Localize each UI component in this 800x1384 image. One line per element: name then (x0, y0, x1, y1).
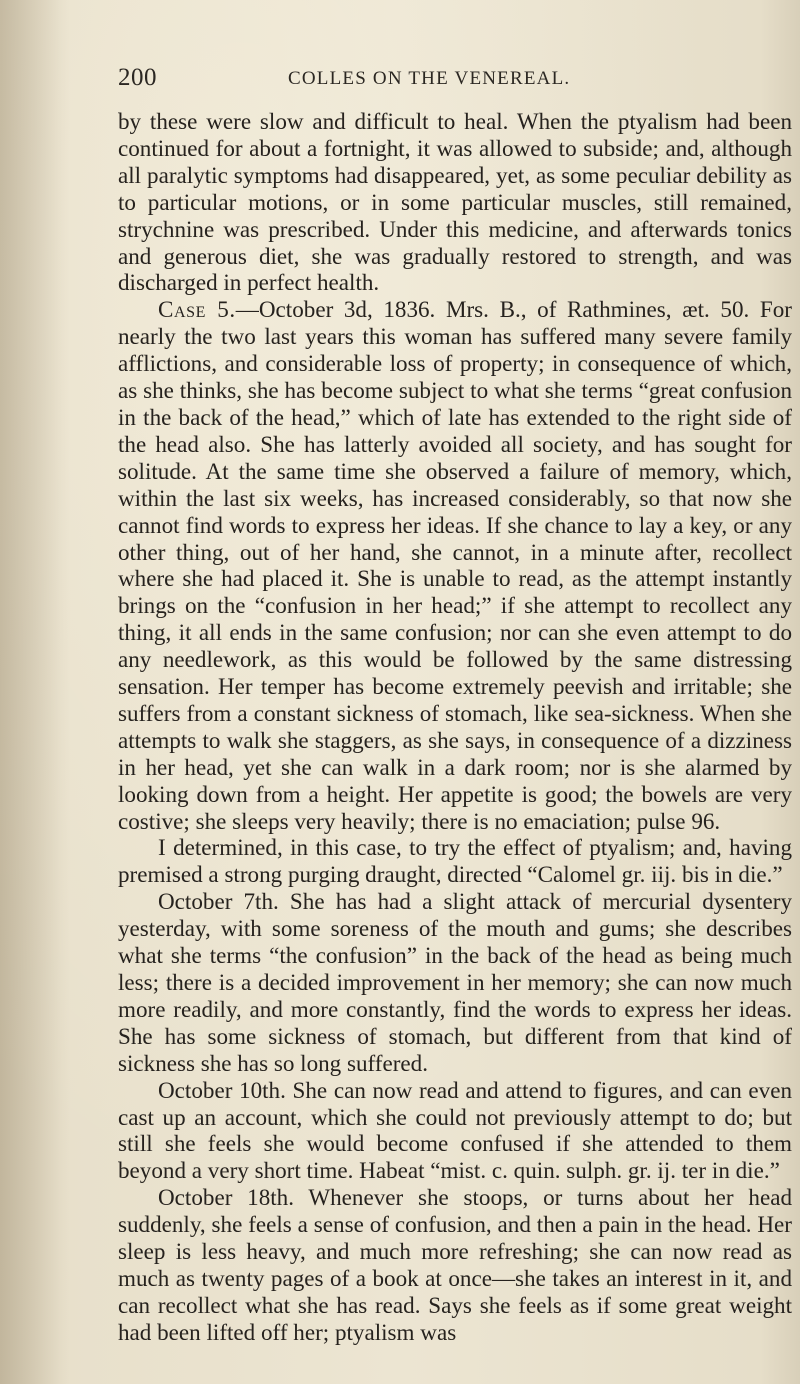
binding-shadow (0, 0, 70, 1384)
paragraph-treatment: I determined, in this case, to try the effect of ptyalism; and, having premised a strong purging draught, directed “Calomel gr. iij. bis in die.” (118, 834, 792, 888)
body-text (118, 108, 792, 1346)
paragraph-october-7: October 7th. She has had a slight attack of mercurial dysentery yesterday, with some soreness of the mouth and gums; she describes what she terms “the confusion” in the back of the head as being much less; there is a decided improvement in her memory; she can now much more readily, and more constantly, find the words to express her ideas. She has some sickness of stomach, but different from that kind of sickness she has so long suffered. (118, 888, 792, 1076)
running-title: COLLES ON THE VENEREAL. (288, 68, 571, 89)
paragraph-case-5 (118, 296, 792, 834)
page-number: 200 (118, 64, 157, 91)
page-header (118, 64, 678, 94)
case-label: Case 5. (158, 296, 236, 323)
paragraph-continuation: by these were slow and difficult to heal. When the ptyalism had been continued for about a fortnight, it was allowed to subside; and, although all paralytic symptoms had disappeared, yet, as some peculiar debility as to particular motions, or in some particular muscles, still remained, strychnine was prescribed. Under this medicine, and afterwards tonics and generous diet, she was gradually restored to strength, and was discharged in perfect health. (118, 108, 792, 296)
paragraph-october-10: October 10th. She can now read and attend to figures, and can even cast up an account, which she could not previously attempt to do; but still she feels she would become confused if she attended to them beyond a very short time. Habeat “mist. c. quin. sulph. gr. ij. ter in die.” (118, 1076, 792, 1184)
paragraph-october-18: October 18th. Whenever she stoops, or turns about her head suddenly, she feels a sense of confusion, and then a pain in the head. Her sleep is less heavy, and much more refreshing; she can now read as much as twenty pages of a book at once—she takes an interest in it, and can recollect what she has read. Says she feels as if some great weight had been lifted off her; ptyalism was (118, 1184, 792, 1345)
case-5-text: —October 3d, 1836. Mrs. B., of Rathmines, æt. 50. For nearly the two last years this woman has suffered many severe family afflictions, and considerable loss of property; in consequence of which, as she thinks, she has become subject to what she terms “great confusion in the back of the head,” which of late has extended to the right side of the head also. She has latterly avoided all society, and has sought for solitude. At the same time she observed a failure of memory, which, within the last six weeks, has increased considerably, so that now she cannot find words to express her ideas. If she chance to lay a key, or any other thing, out of her hand, she cannot, in a minute after, recollect where she had placed it. She is unable to read, as the attempt instantly brings on the “confusion in her head;” if she attempt to recollect any thing, it all ends in the same confusion; nor can she even attempt to do any needlework, as this would be followed by the same distressing sensation. Her temper has become extremely peevish and irritable; she suffers from a constant sickness of stomach, like sea-sickness. When she attempts to walk she staggers, as she says, in consequence of a dizziness in her head, yet she can walk in a dark room; nor is she alarmed by looking down from a height. Her appetite is good; the bowels are very costive; she sleeps very heavily; there is no emaciation; pulse 96. (118, 296, 792, 834)
